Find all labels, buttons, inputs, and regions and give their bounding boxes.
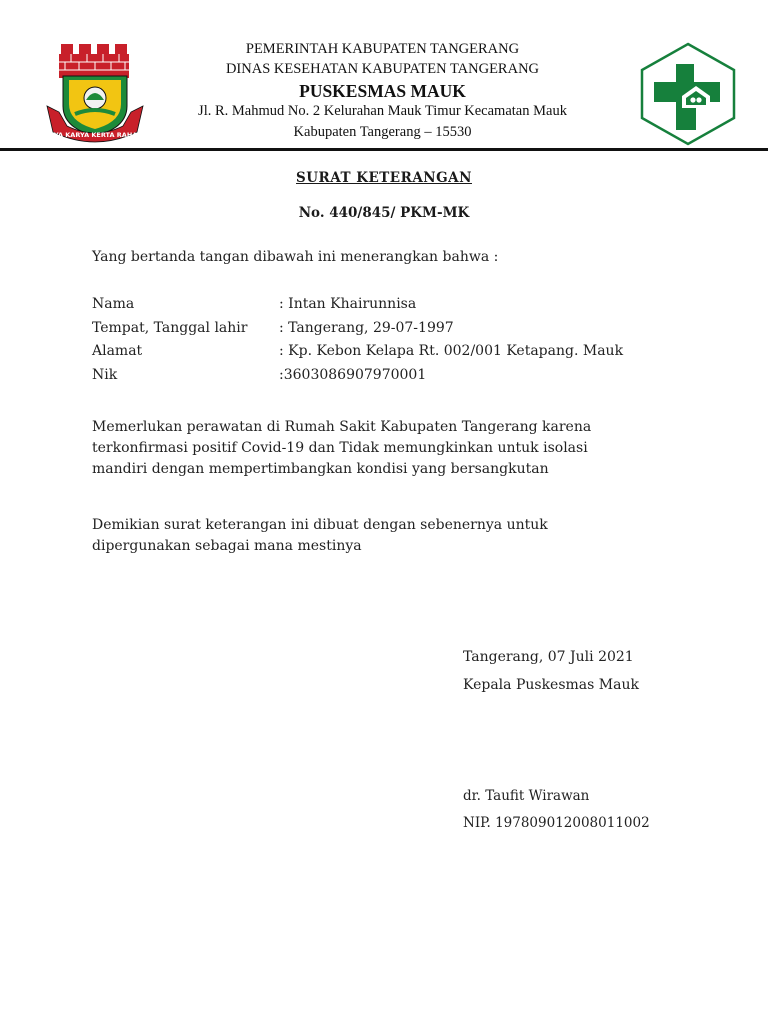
header-department: DINAS KESEHATAN KABUPATEN TANGERANG bbox=[225, 61, 540, 77]
field-value-address: : Kp. Kebon Kelapa Rt. 002/001 Ketapang. Mauk bbox=[279, 343, 624, 359]
field-label-name: Nama bbox=[92, 296, 135, 312]
field-value-name: : Intan Khairunnisa bbox=[279, 296, 417, 312]
signature-name: dr. Taufit Wirawan bbox=[463, 788, 590, 804]
header-address-line2: Kabupaten Tangerang – 15530 bbox=[293, 124, 472, 140]
kabupaten-tangerang-crest bbox=[45, 40, 145, 148]
letter-title: SURAT KETERANGAN bbox=[296, 170, 472, 186]
header-address-line1: Jl. R. Mahmud No. 2 Kelurahan Mauk Timur Kecamatan Mauk bbox=[198, 103, 567, 119]
paragraph-main-line: Memerlukan perawatan di Rumah Sakit Kabupaten Tangerang karena bbox=[92, 419, 592, 435]
paragraph-closing-line: Demikian surat keterangan ini dibuat dengan sebenernya untuk bbox=[92, 517, 548, 533]
paragraph-main bbox=[92, 417, 652, 480]
paragraph-closing-line: dipergunakan sebagai mana mestinya bbox=[92, 538, 362, 554]
letter-number: No. 440/845/ PKM-MK bbox=[298, 205, 470, 221]
paragraph-closing bbox=[92, 515, 652, 557]
signature-place-date: Tangerang, 07 Juli 2021 bbox=[463, 649, 634, 665]
header-government: PEMERINTAH KABUPATEN TANGERANG bbox=[245, 41, 520, 57]
field-value-birth: : Tangerang, 29-07-1997 bbox=[279, 320, 454, 336]
letter-intro: Yang bertanda tangan dibawah ini menerangkan bahwa : bbox=[92, 249, 499, 265]
field-value-nik: :3603086907970001 bbox=[279, 367, 427, 383]
paragraph-main-line: mandiri dengan mempertimbangkan kondisi yang bersangkutan bbox=[92, 461, 549, 477]
signature-nip: NIP. 197809012008011002 bbox=[463, 815, 650, 831]
field-label-birth: Tempat, Tanggal lahir bbox=[92, 320, 248, 336]
signature-position: Kepala Puskesmas Mauk bbox=[463, 677, 639, 693]
field-label-nik: Nik bbox=[92, 367, 118, 383]
puskesmas-logo bbox=[638, 42, 738, 146]
header-divider bbox=[0, 148, 768, 151]
header-puskesmas: PUSKESMAS MAUK bbox=[299, 81, 466, 101]
paragraph-main-line: terkonfirmasi positif Covid-19 dan Tidak memungkinkan untuk isolasi bbox=[92, 440, 588, 456]
svg-text:SATYA KARYA KERTA RAHARJA: SATYA KARYA KERTA RAHARJA bbox=[45, 131, 145, 139]
field-label-address: Alamat bbox=[92, 343, 143, 359]
